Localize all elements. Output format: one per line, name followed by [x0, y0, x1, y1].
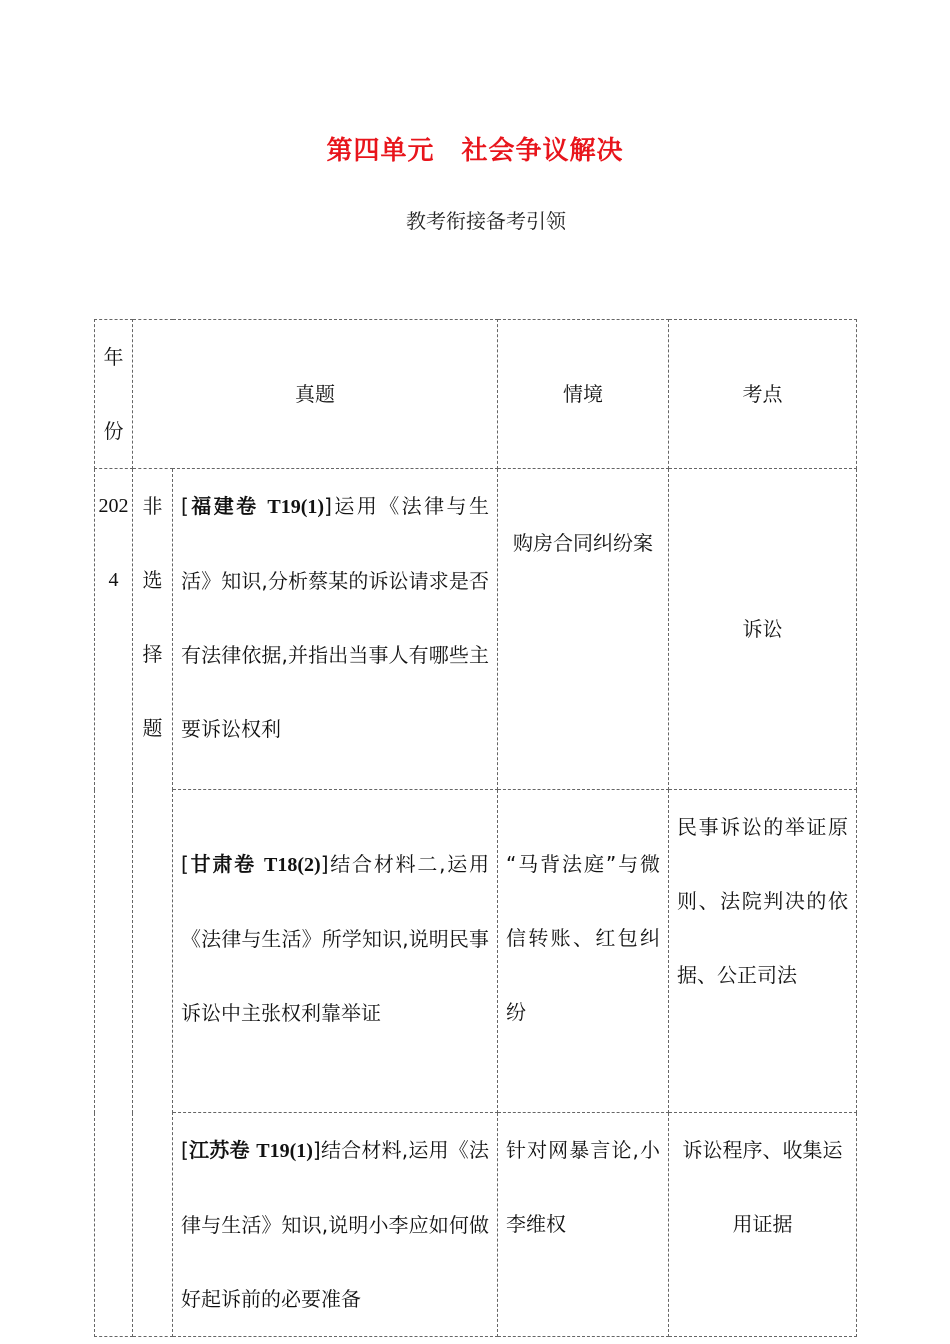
context-cell: 针对网暴言论,小李维权: [498, 1113, 669, 1337]
question-number: T18(2): [264, 854, 321, 876]
table-row: [95, 1113, 857, 1337]
question-cell: [福建卷 T19(1)]运用《法律与生活》知识,分析蔡某的诉讼请求是否有法律依据,并指出当事人有哪些主要诉讼权利: [173, 469, 498, 790]
question-type-cell: 非选择题: [133, 469, 173, 1337]
question-text: 结合材料,运用《法律与生活》知识,说明小李应如何做好起诉前的必要准备: [181, 1138, 490, 1311]
page-subtitle: 教考衔接备考引领: [406, 209, 566, 233]
table-row: [95, 469, 857, 790]
point-cell: 诉讼: [669, 469, 857, 790]
header-context: 情境: [498, 320, 669, 469]
header-year: 年份: [95, 320, 133, 469]
question-text: 结合材料二,运用《法律与生活》所学知识,说明民事诉讼中主张权利靠举证: [181, 852, 490, 1025]
question-number: T19(1): [256, 1140, 313, 1162]
year-cell: 2024: [95, 469, 133, 1337]
header-point: 考点: [669, 320, 857, 469]
exam-table: [94, 319, 857, 1337]
header-question: 真题: [133, 320, 498, 469]
page-title: 第四单元 社会争议解决: [326, 136, 624, 166]
question-source: 甘肃卷: [188, 852, 256, 876]
table-row: [95, 790, 857, 1113]
point-cell: 诉讼程序、收集运用证据: [669, 1113, 857, 1337]
question-text: 运用《法律与生活》知识,分析蔡某的诉讼请求是否有法律依据,并指出当事人有哪些主要诉讼权利: [181, 494, 490, 741]
question-source: 江苏卷: [188, 1138, 250, 1162]
header-row: [95, 320, 857, 469]
question-source: 福建卷: [188, 494, 259, 518]
question-cell: [甘肃卷 T18(2)]结合材料二,运用《法律与生活》所学知识,说明民事诉讼中主张权利靠举证: [173, 790, 498, 1113]
context-cell: 购房合同纠纷案: [498, 469, 669, 790]
question-number: T19(1): [267, 496, 325, 518]
question-cell: [江苏卷 T19(1)]结合材料,运用《法律与生活》知识,说明小李应如何做好起诉前的必要准备: [173, 1113, 498, 1337]
context-cell: “马背法庭”与微信转账、红包纠纷: [498, 790, 669, 1113]
point-cell: 民事诉讼的举证原则、法院判决的依据、公正司法: [669, 790, 857, 1113]
